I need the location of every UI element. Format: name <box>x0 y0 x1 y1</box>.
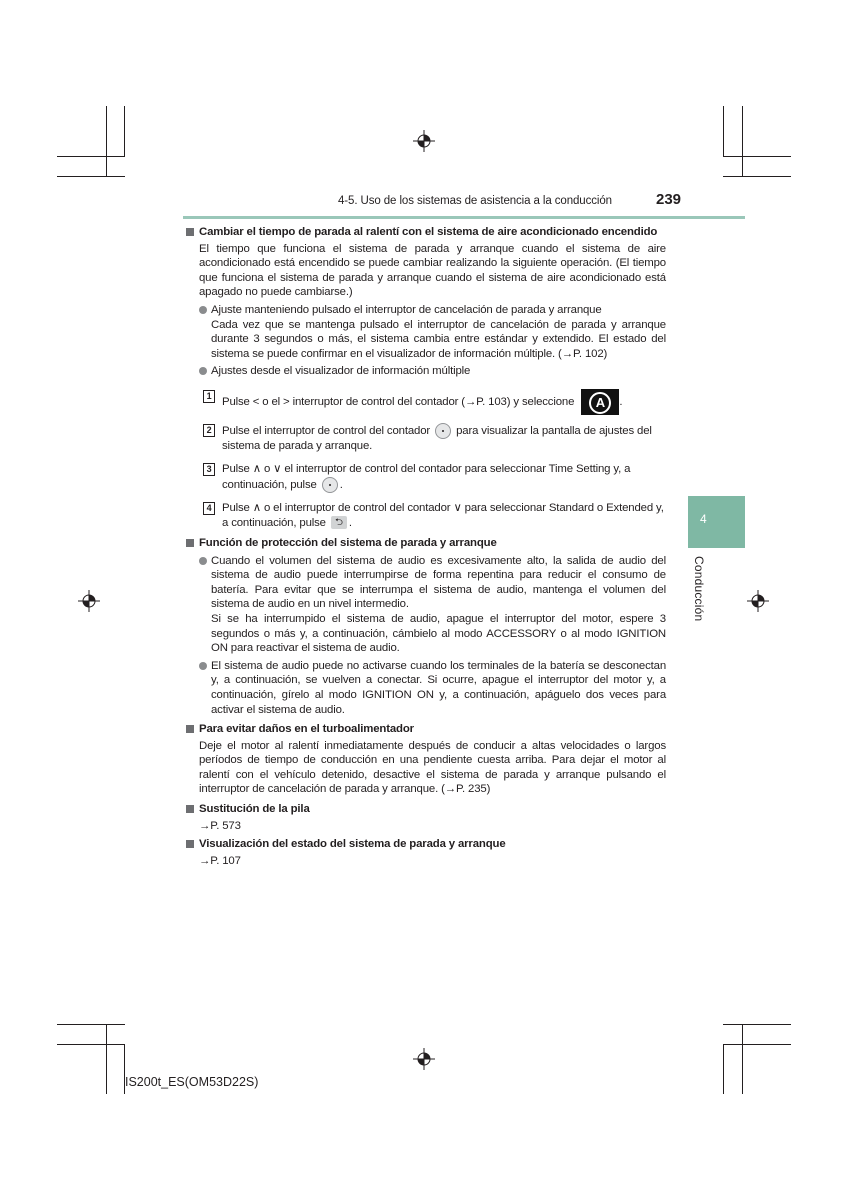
step-number: 2 <box>203 424 215 437</box>
step-number: 3 <box>203 463 215 476</box>
section-heading: Cambiar el tiempo de parada al ralentí con el sistema de aire acondicionado encendido <box>186 225 666 240</box>
square-bullet-icon <box>186 840 194 848</box>
crop-mark <box>57 1024 125 1025</box>
chapter-title: 4-5. Uso de los sistemas de asistencia a la conducción <box>338 195 612 207</box>
round-bullet-icon <box>199 662 207 670</box>
crop-mark <box>742 1024 743 1094</box>
crop-mark <box>723 176 791 177</box>
crop-mark <box>723 106 724 156</box>
chapter-tab <box>688 496 745 548</box>
section-heading: Visualización del estado del sistema de parada y arranque <box>186 837 666 852</box>
page-reference: →P. 107 <box>199 854 241 867</box>
square-bullet-icon <box>186 539 194 547</box>
crop-mark <box>57 156 125 157</box>
section-heading: Para evitar daños en el turboalimentador <box>186 722 666 737</box>
registration-mark-icon <box>413 130 435 152</box>
back-button-icon: ⮌ <box>331 516 347 529</box>
registration-mark-icon <box>413 1048 435 1070</box>
section-heading: Función de protección del sistema de parada y arranque <box>186 536 666 551</box>
crop-mark <box>106 1024 107 1094</box>
step-item: 2 Pulse el interruptor de control del contador para visualizar la pantalla de ajustes del sistema de parada y arranque. <box>186 423 666 454</box>
crop-mark <box>723 1044 724 1094</box>
enter-button-icon <box>435 423 451 439</box>
crop-mark <box>742 106 743 176</box>
crop-mark <box>723 1024 791 1025</box>
list-item: Ajuste manteniendo pulsado el interruptor de cancelación de parada y arranque Cada vez que se mantenga pulsado el interruptor de cancelación de parada y arranque durante 3 segundos o más, el sistema cambia entre estándar y extendido. El estado del sistema se puede confirmar en el visualizador de información múltiple. (→P. 102) <box>186 303 666 361</box>
crop-mark <box>723 156 791 157</box>
step-item: 1 Pulse < o el > interruptor de control del contador (→P. 103) y seleccione A . <box>186 389 666 415</box>
header-rule <box>183 216 745 219</box>
round-bullet-icon <box>199 557 207 565</box>
crop-mark <box>723 1044 791 1045</box>
section-heading: Sustitución de la pila <box>186 802 666 817</box>
paragraph: Deje el motor al ralentí inmediatamente después de conducir a altas velocidades o largos períodos de tiempo de conducción en una pendiente cuesta arriba. Para dejar el motor al ralentí con el vehículo detenido, desactive el sistema de parada y arranque pulsando el interruptor de cancelación de parada y arranque. (→P. 235) <box>199 739 666 796</box>
chapter-tab-number: 4 <box>700 512 707 526</box>
enter-button-icon <box>322 477 338 493</box>
paragraph: El tiempo que funciona el sistema de parada y arranque cuando el sistema de aire acondicionado está encendido se puede cambiar realizando la siguiente operación. (El tiempo que funciona el sistema de parada y arranque cuando el sistema de aire acondicionado está apagado no puede cambiarse.) <box>199 242 666 299</box>
main-content <box>186 225 666 872</box>
round-bullet-icon <box>199 367 207 375</box>
round-bullet-icon <box>199 306 207 314</box>
list-item: Cuando el volumen del sistema de audio es excesivamente alto, la salida de audio del sistema de audio puede interrumpirse de forma repentina para reducir el consumo de batería. Para evitar que se interrumpa el sistema de audio, mantenga el volumen del sistema de audio en un nivel intermedio. Si se ha interrumpido el sistema de audio, apague el interruptor del motor, espere 3 segundos o más y, a continuación, cámbielo al modo ACCESSORY o al modo IGNITION ON para reactivar el sistema de audio. <box>186 554 666 656</box>
crop-mark <box>106 106 107 176</box>
square-bullet-icon <box>186 805 194 813</box>
page-reference: →P. 573 <box>199 819 241 832</box>
step-item: 3 Pulse ∧ o ∨ el interruptor de control del contador para seleccionar Time Setting y, a continuación, pulse . <box>186 462 666 493</box>
square-bullet-icon <box>186 725 194 733</box>
page-number: 239 <box>656 191 682 208</box>
document-code: IS200t_ES(OM53D22S) <box>125 1075 259 1089</box>
crop-mark <box>57 1044 125 1045</box>
crop-mark <box>124 106 125 156</box>
chapter-tab-label: Conducción <box>692 556 706 622</box>
registration-mark-icon <box>78 590 100 612</box>
registration-mark-icon <box>747 590 769 612</box>
list-item: Ajustes desde el visualizador de información múltiple <box>186 364 666 379</box>
step-number: 1 <box>203 390 215 403</box>
list-item: El sistema de audio puede no activarse cuando los terminales de la batería se desconectan y, a continuación, se vuelven a conectar. Si ocurre, apague el interruptor del motor y, a continuación, gírelo al modo IGNITION ON y, a continuación, apáguelo dos veces para activar el sistema de audio. <box>186 659 666 717</box>
crop-mark <box>57 176 125 177</box>
step-number: 4 <box>203 502 215 515</box>
step-item: 4 Pulse ∧ o el interruptor de control del contador ∨ para seleccionar Standard o Extended y, a continuación, pulse ⮌ . <box>186 501 666 531</box>
auto-stop-start-icon: A <box>581 389 619 415</box>
square-bullet-icon <box>186 228 194 236</box>
